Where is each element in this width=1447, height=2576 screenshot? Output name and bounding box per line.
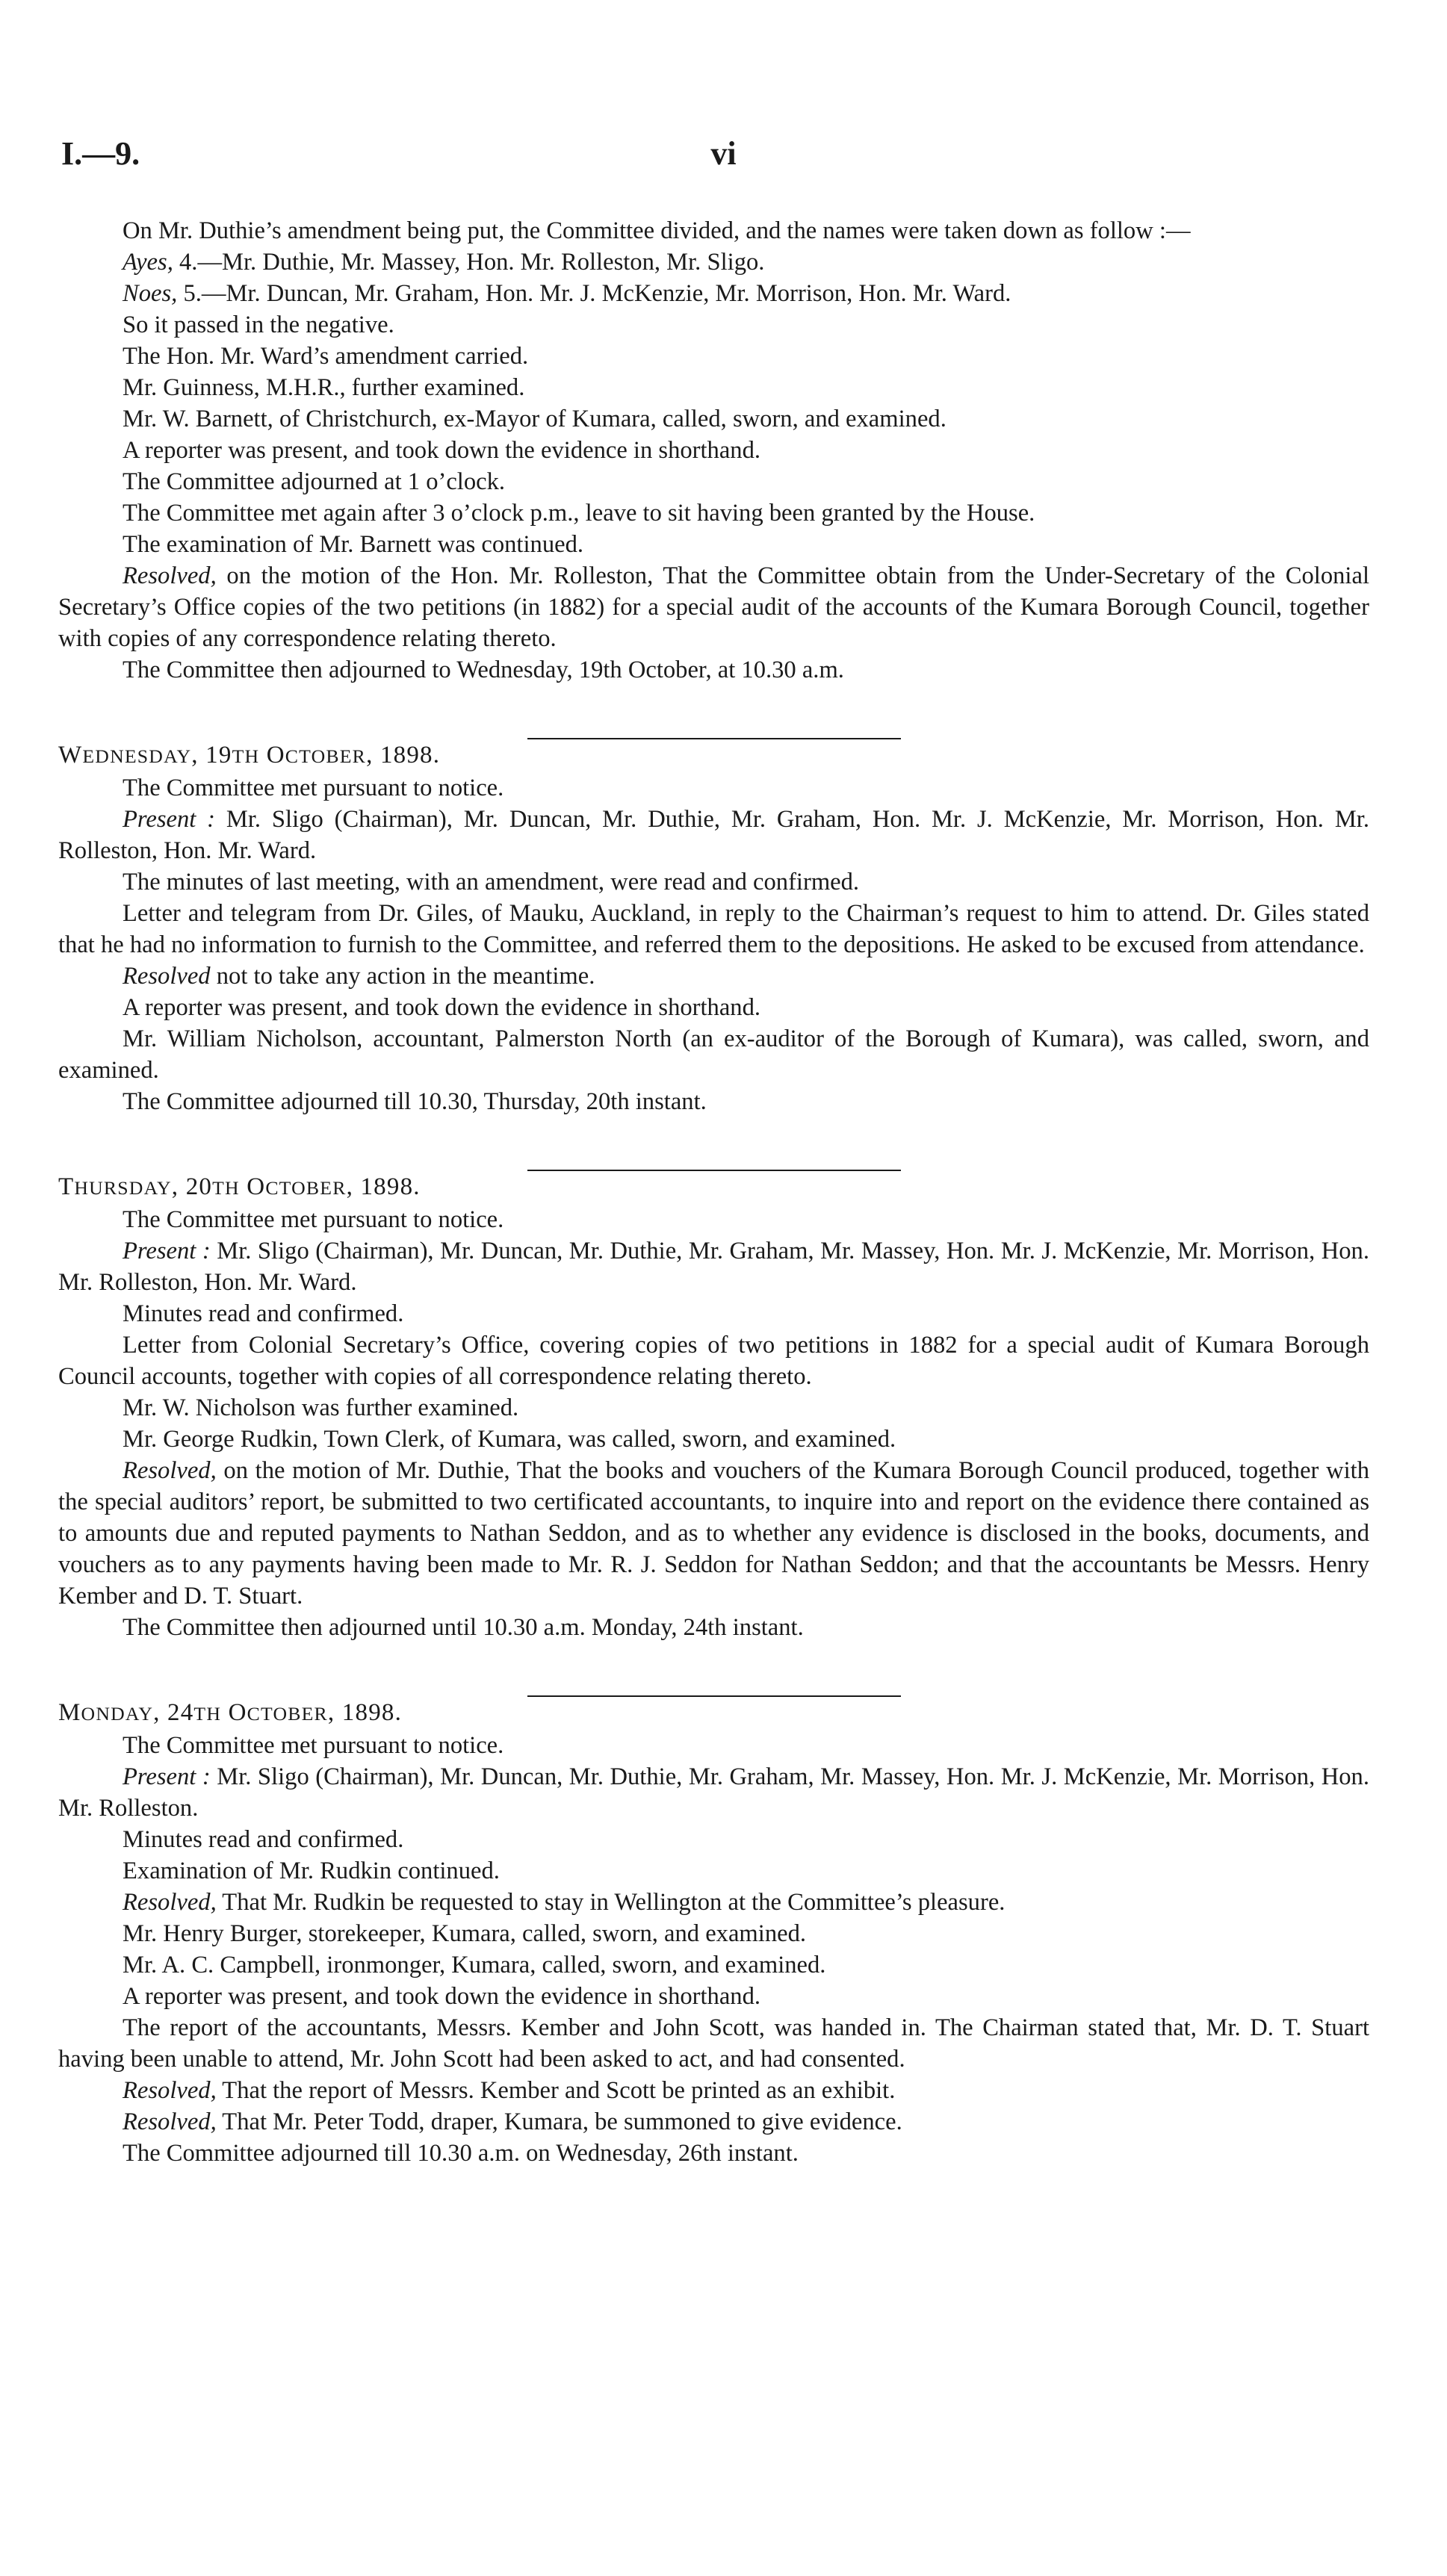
present-label: Present : xyxy=(123,1763,211,1790)
resolution-text: That the report of Messrs. Kember and Scott be printed as an exhibit. xyxy=(216,2077,896,2104)
resolution-text: on the motion of the Hon. Mr. Rolleston, That the Committee obtain from the Under-Secretary of the Colonial Secretary’s Office copies of the two petitions (in 1882) for a special audit of the accounts of the Kumara Borough Council, together with copies of any correspondence relating thereto. xyxy=(58,562,1369,652)
present-paragraph xyxy=(58,1761,1369,1824)
minute-line: A reporter was present, and took down the evidence in shorthand. xyxy=(123,437,761,464)
minute-line: The Committee adjourned till 10.30 a.m. on Wednesday, 26th instant. xyxy=(123,2140,799,2167)
resolved-label: Resolved xyxy=(123,963,211,990)
resolution-text: That Mr. Peter Todd, draper, Kumara, be summoned to give evidence. xyxy=(216,2108,902,2135)
present-text: Mr. Sligo (Chairman), Mr. Duncan, Mr. Duthie, Mr. Graham, Mr. Massey, Hon. Mr. J. McKenzie, Mr. Morrison, Hon. Mr. Rolleston. xyxy=(58,1763,1369,1822)
minute-line: The Hon. Mr. Ward’s amendment carried. xyxy=(123,343,529,370)
minute-line: A reporter was present, and took down the evidence in shorthand. xyxy=(123,1983,761,2010)
minute-line: The Committee met pursuant to notice. xyxy=(123,1732,504,1759)
minute-line: A reporter was present, and took down the evidence in shorthand. xyxy=(123,994,761,1021)
resolution-line xyxy=(58,2106,1369,2138)
minute-line: The Committee then adjourned to Wednesday, 19th October, at 10.30 a.m. xyxy=(123,657,844,683)
minute-line: The Committee then adjourned until 10.30 a.m. Monday, 24th instant. xyxy=(123,1614,804,1641)
minute-line: Mr. George Rudkin, Town Clerk, of Kumara, was called, sworn, and examined. xyxy=(123,1426,896,1453)
minute-line: Mr. Guinness, M.H.R., further examined. xyxy=(123,374,525,401)
ayes-text: 4.—Mr. Duthie, Mr. Massey, Hon. Mr. Rolleston, Mr. Sligo. xyxy=(173,249,765,276)
resolution-line xyxy=(58,2075,1369,2106)
paragraph-letter: Letter from Colonial Secretary’s Office, covering copies of two petitions in 1882 for a special audit of Kumara Borough Council accounts, together with copies of all correspondence relating thereto. xyxy=(58,1332,1369,1390)
noes-label: Noes, xyxy=(123,280,178,307)
present-paragraph xyxy=(58,804,1369,866)
minute-line: Mr. A. C. Campbell, ironmonger, Kumara, called, sworn, and examined. xyxy=(123,1952,826,1978)
paragraph-accountants-report: The report of the accountants, Messrs. Kember and John Scott, was handed in. The Chairman stated that, Mr. D. T. Stuart having been unable to attend, Mr. John Scott had been asked to act, and had consented. xyxy=(58,2014,1369,2073)
minute-line: Mr. W. Nicholson was further examined. xyxy=(123,1394,519,1421)
minute-line: Minutes read and confirmed. xyxy=(123,1300,404,1327)
noes-text: 5.—Mr. Duncan, Mr. Graham, Hon. Mr. J. McKenzie, Mr. Morrison, Hon. Mr. Ward. xyxy=(177,280,1011,307)
ayes-line xyxy=(58,246,1369,278)
resolution-text: not to take any action in the meantime. xyxy=(210,963,595,990)
section-title-thursday: THURSDAY, 20TH OCTOBER, 1898. xyxy=(58,1173,421,1200)
paper-reference: I.—9. xyxy=(61,135,140,172)
resolution-paragraph xyxy=(58,560,1369,654)
resolved-label: Resolved, xyxy=(123,2077,217,2104)
minute-line: The Committee adjourned till 10.30, Thursday, 20th instant. xyxy=(123,1088,707,1115)
present-label: Present : xyxy=(123,1238,211,1264)
minute-line: The Committee adjourned at 1 o’clock. xyxy=(123,468,506,495)
minute-line: Minutes read and confirmed. xyxy=(123,1826,404,1853)
minute-line: Examination of Mr. Rudkin continued. xyxy=(123,1857,500,1884)
minute-line: The examination of Mr. Barnett was continued. xyxy=(123,531,584,558)
page-header xyxy=(0,0,1447,194)
paragraph-letter-telegram: Letter and telegram from Dr. Giles, of Mauku, Auckland, in reply to the Chairman’s request to him to attend. Dr. Giles stated that he had no information to furnish to the Committee, and referred them to the depositions. He asked to be excused from attendance. xyxy=(58,900,1369,958)
minute-line: So it passed in the negative. xyxy=(123,311,394,338)
resolved-label: Resolved, xyxy=(123,562,217,589)
minute-line: The Committee met pursuant to notice. xyxy=(123,1206,504,1233)
resolution-text: on the motion of Mr. Duthie, That the books and vouchers of the Kumara Borough Council produced, together with the special auditors’ report, be submitted to two certificated accountants, to inquire into and report on the evidence there contained as to amounts due and reputed payments to Nathan Seddon, and as to whether any evidence is disclosed in the books, documents, and vouchers as to any payments having been made to Mr. R. J. Seddon for Nathan Seddon; and that the accountants be Messrs. Henry Kember and D. T. Stuart. xyxy=(58,1457,1369,1610)
page-number: vi xyxy=(710,135,737,172)
section-title-wednesday: WEDNESDAY, 19TH OCTOBER, 1898. xyxy=(58,742,441,769)
present-paragraph xyxy=(58,1235,1369,1298)
section-title-monday: MONDAY, 24TH OCTOBER, 1898. xyxy=(58,1699,403,1726)
minute-line: The minutes of last meeting, with an amendment, were read and confirmed. xyxy=(123,869,860,896)
resolution-text: That Mr. Rudkin be requested to stay in Wellington at the Committee’s pleasure. xyxy=(216,1889,1006,1916)
minute-line: The Committee met again after 3 o’clock p.m., leave to sit having been granted by the House. xyxy=(123,500,1035,527)
ayes-label: Ayes, xyxy=(123,249,173,276)
present-label: Present : xyxy=(123,806,216,833)
resolution-line xyxy=(58,1887,1369,1918)
resolution-line xyxy=(58,960,1369,992)
paragraph-nicholson: Mr. William Nicholson, accountant, Palmerston North (an ex-auditor of the Borough of Kumara), was called, sworn, and examined. xyxy=(58,1025,1369,1084)
resolved-label: Resolved, xyxy=(123,2108,217,2135)
resolution-paragraph xyxy=(58,1455,1369,1612)
minute-line: Mr. W. Barnett, of Christchurch, ex-Mayor of Kumara, called, sworn, and examined. xyxy=(123,406,946,432)
present-text: Mr. Sligo (Chairman), Mr. Duncan, Mr. Duthie, Mr. Graham, Mr. Massey, Hon. Mr. J. McKenzie, Mr. Morrison, Hon. Mr. Rolleston, Hon. Mr. Ward. xyxy=(58,1238,1369,1296)
minute-line: The Committee met pursuant to notice. xyxy=(123,775,504,801)
present-text: Mr. Sligo (Chairman), Mr. Duncan, Mr. Duthie, Mr. Graham, Hon. Mr. J. McKenzie, Mr. Morrison, Hon. Mr. Rolleston, Hon. Mr. Ward. xyxy=(58,806,1369,864)
minute-line: Mr. Henry Burger, storekeeper, Kumara, called, sworn, and examined. xyxy=(123,1920,807,1947)
minutes-body xyxy=(58,215,1369,2169)
resolved-label: Resolved, xyxy=(123,1457,217,1484)
paragraph-amendment-division: On Mr. Duthie’s amendment being put, the Committee divided, and the names were taken down as follow :— xyxy=(123,217,1191,244)
noes-line xyxy=(58,278,1369,309)
resolved-label: Resolved, xyxy=(123,1889,217,1916)
